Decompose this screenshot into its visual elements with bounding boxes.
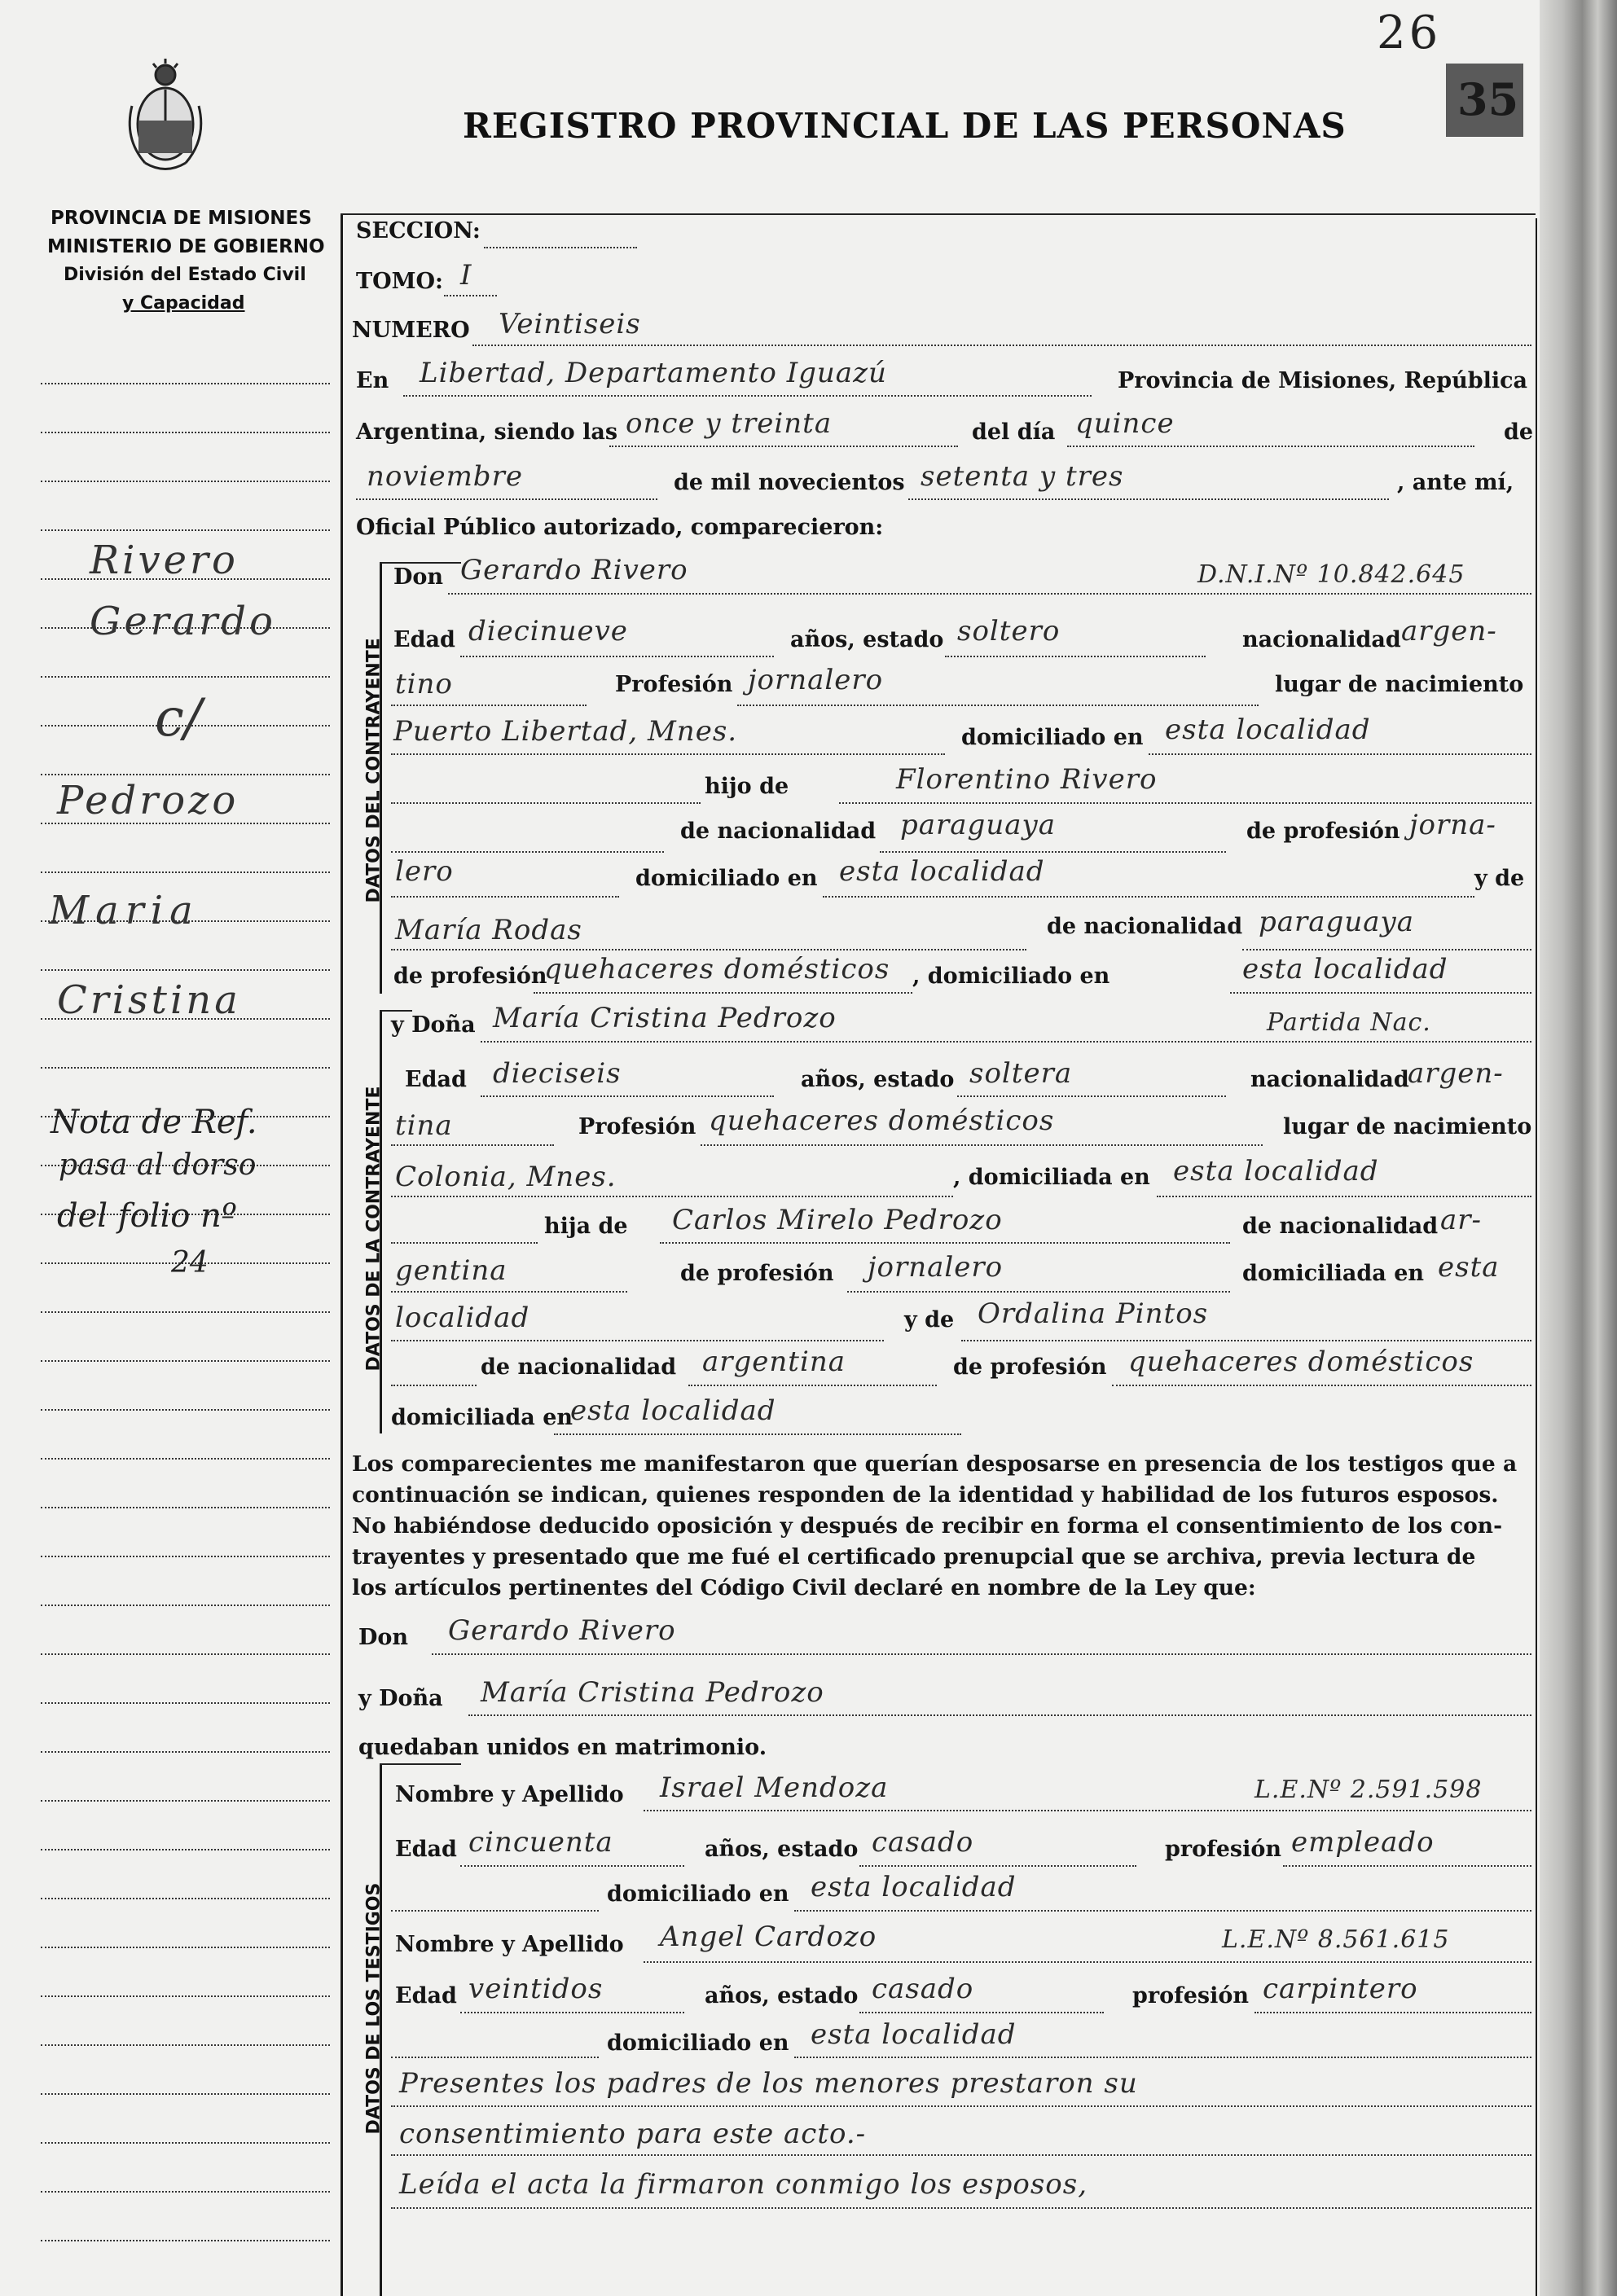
groom-domicilio-line (1149, 753, 1531, 755)
bride-father-dom-label: domiciliada en (1242, 1261, 1425, 1286)
margin-rule (41, 2240, 330, 2241)
margin-name-6: Cristina (57, 977, 241, 1023)
w2-dom: esta localidad (811, 2018, 1017, 2051)
w1-prof: empleado (1291, 1826, 1435, 1859)
page-title: REGISTRO PROVINCIAL DE LAS PERSONAS (463, 106, 1347, 146)
margin-name-3: c/ (155, 688, 202, 749)
day-line (1067, 446, 1474, 447)
bride-domiciliada-label: , domiciliada en (953, 1165, 1150, 1190)
w1-name-line (644, 1810, 1531, 1811)
margin-name-4: Pedrozo (57, 778, 239, 823)
margin-rule (41, 1605, 330, 1606)
groom-age: diecinueve (468, 615, 628, 648)
groom-profesion: jornalero (748, 664, 884, 696)
margin-rule (41, 2142, 330, 2144)
margin-rule (41, 1458, 330, 1460)
bride-father-dom-1: esta (1438, 1251, 1500, 1284)
month-line (356, 498, 657, 500)
declaration-line-1: Los comparecientes me manifestaron que querían desposarse en presencia de los testigos que a (352, 1451, 1518, 1477)
bride-mother-prof: quehaceres domésticos (1128, 1346, 1474, 1378)
witness-note-line-1 (391, 2105, 1531, 2107)
groom-lugar-label: lugar de nacimiento (1275, 672, 1524, 697)
bride-de-nac-label: de nacionalidad (1242, 1214, 1439, 1239)
bride-nac-1: argen- (1408, 1057, 1504, 1090)
bride-bracket-top (380, 1010, 412, 1012)
w1-edad-label: Edad (395, 1837, 457, 1862)
groom-de-nac-label: de nacionalidad (680, 819, 877, 844)
bride-father-prof-line (847, 1291, 1230, 1293)
declaration-unidos: quedaban unidos en matrimonio. (358, 1735, 767, 1760)
groom-father-prof-2: lero (395, 855, 454, 888)
groom-y-de-label: y de (1474, 866, 1525, 891)
bride-mother: Ordalina Pintos (978, 1297, 1209, 1330)
margin-rule (41, 1898, 330, 1899)
groom-estado: soltero (957, 615, 1061, 648)
w1-doc: L.E.Nº 2.591.598 (1254, 1776, 1483, 1804)
groom-mother: María Rodas (395, 914, 582, 946)
groom-mother-nac: paraguaya (1259, 906, 1414, 938)
groom-domicilio: esta localidad (1165, 713, 1371, 746)
groom-hijo-line-pre (391, 802, 701, 804)
w2-age: veintidos (468, 1973, 604, 2005)
groom-name: Gerardo Rivero (460, 554, 688, 586)
margin-rule (41, 1360, 330, 1362)
groom-nac-line (391, 705, 587, 706)
groom-birthplace: Puerto Libertad, Mnes. (393, 715, 738, 748)
margin-rule (41, 1947, 330, 1948)
declaration-line-5: los artículos pertinentes del Código Civil declaré en nombre de la Ley que: (352, 1575, 1256, 1600)
del-dia-label: del día (972, 419, 1056, 445)
bride-lugar-label: lugar de nacimiento (1283, 1114, 1532, 1139)
bride-father: Carlos Mirelo Pedrozo (672, 1204, 1003, 1236)
margin-rule (41, 529, 330, 531)
margin-rule (41, 1653, 330, 1655)
w2-dom-line (794, 2057, 1531, 2058)
stamp-number-text: 35 (1457, 73, 1519, 125)
margin-rule (41, 481, 330, 482)
w1-dom-pre-line (391, 1910, 599, 1912)
groom-age-line (460, 656, 774, 657)
ante-mi: , ante mí, (1397, 470, 1514, 495)
groom-father-prof-line (391, 896, 619, 898)
w2-profesion-label: profesión (1132, 1983, 1250, 2008)
bride-anos-label: años, estado (801, 1067, 955, 1092)
margin-rule (41, 1556, 330, 1557)
w2-doc: L.E.Nº 8.561.615 (1222, 1925, 1450, 1954)
numero-value: Veintiseis (499, 308, 641, 340)
groom-father-dom-label: domiciliado en (635, 866, 818, 891)
groom-father-dom-line (823, 896, 1474, 898)
hour-line (609, 446, 958, 447)
bride-father-dom-2: localidad (395, 1302, 530, 1334)
groom-de-prof-label: de profesión (1246, 819, 1400, 844)
declaration-bride-line (468, 1714, 1531, 1716)
groom-nac-1: argen- (1401, 615, 1497, 648)
ministry-name: MINISTERIO DE GOBIERNO (47, 236, 325, 257)
bride-father-nac-2: gentina (395, 1254, 508, 1287)
w2-name: Angel Cardozo (660, 1921, 877, 1953)
margin-rule (41, 676, 330, 678)
coat-of-arms-icon (121, 57, 210, 179)
margin-rule (41, 1507, 330, 1508)
w1-age: cincuenta (468, 1826, 613, 1859)
margin-rule (41, 1067, 330, 1069)
bride-nac-2: tina (395, 1109, 453, 1142)
bride-father-nac-line (391, 1291, 627, 1293)
margin-rule (41, 383, 330, 384)
margin-note-1: Nota de Ref. (51, 1104, 257, 1141)
w2-anos-label: años, estado (705, 1983, 859, 2008)
main-top-border (341, 213, 1536, 215)
tomo-value: I (460, 259, 472, 292)
bride-mother-dom: esta localidad (570, 1394, 776, 1427)
seccion-line (484, 247, 637, 248)
year-line (908, 498, 1389, 500)
declaration-groom: Gerardo Rivero (448, 1614, 676, 1647)
margin-rule (41, 1702, 330, 1704)
bride-age-line (481, 1095, 774, 1097)
bride-mother-prof-line (1112, 1385, 1531, 1386)
margin-note-2: pasa al dorso (59, 1148, 257, 1182)
numero-label: NUMERO (352, 318, 470, 343)
bride-hija-label: hija de (544, 1214, 628, 1239)
place-line (403, 395, 1092, 397)
bride-father-line (660, 1242, 1230, 1244)
bride-age: dieciseis (493, 1057, 622, 1090)
declaration-line-4: trayentes y presentado que me fué el certificado prenupcial que se archiva, previa lectura de (352, 1544, 1476, 1569)
groom-hijo-label: hijo de (705, 774, 789, 799)
w1-domiciliado-label: domiciliado en (607, 1881, 789, 1907)
w2-name-line (644, 1961, 1531, 1963)
tomo-line (444, 295, 497, 296)
groom-father-prof-1: jorna- (1409, 809, 1496, 841)
bride-mother-nac: argentina (702, 1346, 846, 1378)
groom-nac-label: nacionalidad (1242, 627, 1401, 652)
groom-profesion-line (737, 705, 1259, 706)
argentina-text: Argentina, siendo las (356, 419, 618, 445)
bride-mother-dom-line (554, 1433, 961, 1435)
numero-line (472, 345, 1531, 346)
bride-father-dom-line (391, 1340, 884, 1341)
groom-estado-line (945, 656, 1206, 657)
margin-rule (41, 2044, 330, 2046)
margin-rule (41, 1995, 330, 1997)
bride-mother-dom-label: domiciliada en (391, 1405, 573, 1430)
w1-dom-line (794, 1910, 1531, 1912)
bride-mother-nac-label: de nacionalidad (481, 1354, 677, 1380)
provincia-text: Provincia de Misiones, República (1118, 368, 1528, 393)
witness-note-line-2 (391, 2154, 1531, 2156)
bride-de-prof-label: de profesión (680, 1261, 834, 1286)
w2-prof-line (1254, 2012, 1531, 2013)
margin-name-1: Rivero (90, 538, 239, 583)
page-edge-shadow (1540, 0, 1617, 2296)
main-right-border (1536, 218, 1537, 2296)
w1-profesion-label: profesión (1165, 1837, 1282, 1862)
bride-hija-pre-line (391, 1242, 538, 1244)
margin-rule (41, 2093, 330, 2095)
w2-dom-pre-line (391, 2057, 599, 2058)
margin-rule (41, 2191, 330, 2193)
declaration-line-3: No habiéndose deducido oposición y después de recibir en forma el consentimiento de los con- (352, 1513, 1503, 1539)
groom-father: Florentino Rivero (896, 763, 1158, 796)
bride-estado: soltera (969, 1057, 1073, 1090)
groom-mother-dom-line (1230, 992, 1531, 994)
groom-name-line (448, 593, 1531, 595)
bride-dona-label: y Doña (391, 1012, 476, 1038)
bride-y-de-label: y de (904, 1307, 955, 1332)
tomo-label: TOMO: (356, 269, 443, 294)
margin-rule (41, 1849, 330, 1850)
groom-section-label: DATOS DEL CONTRAYENTE (363, 638, 384, 903)
margin-rule (41, 1751, 330, 1753)
division-name-2: y Capacidad (122, 293, 245, 314)
margin-note-4: 24 (171, 1246, 209, 1280)
groom-father-line (839, 802, 1531, 804)
witness-note-1: Presentes los padres de los menores prestaron su (399, 2067, 1138, 2100)
bride-estado-line (957, 1095, 1226, 1097)
margin-rule (41, 432, 330, 433)
w1-estado-line (859, 1865, 1136, 1867)
groom-mother-dom: esta localidad (1242, 953, 1448, 986)
groom-mother-line (391, 949, 1026, 950)
division-name: División del Estado Civil (64, 265, 306, 285)
mil-label: de mil novecientos (674, 470, 905, 495)
declaration-groom-line (432, 1653, 1531, 1655)
groom-mother-prof: quehaceres domésticos (544, 953, 890, 986)
bride-mother-prof-label: de profesión (953, 1354, 1107, 1380)
bride-section-label: DATOS DE LA CONTRAYENTE (363, 1086, 384, 1372)
groom-father-nac-line (880, 851, 1226, 853)
groom-don-label: Don (393, 564, 444, 590)
bride-mother-line (961, 1340, 1531, 1341)
w2-estado-line (859, 2012, 1104, 2013)
de-label: de (1504, 419, 1534, 445)
groom-domiciliado-label: domiciliado en (961, 725, 1144, 750)
bride-name: María Cristina Pedrozo (493, 1002, 837, 1034)
margin-name-5: Maria (49, 888, 200, 933)
groom-mother-nac-label: de nacionalidad (1047, 914, 1243, 939)
groom-nac-pre-line (391, 851, 664, 853)
w2-edad-label: Edad (395, 1983, 457, 2008)
bride-birthplace: Colonia, Mnes. (395, 1161, 617, 1193)
en-label: En (356, 368, 389, 393)
folio-number: 26 (1377, 7, 1442, 59)
bride-name-line (481, 1041, 1531, 1043)
bride-father-prof: jornalero (868, 1251, 1004, 1284)
w1-dom: esta localidad (811, 1871, 1017, 1903)
groom-profesion-label: Profesión (615, 672, 733, 697)
margin-rule (41, 1409, 330, 1411)
stamp-number (1446, 64, 1523, 137)
groom-mother-dom-label: , domiciliado en (912, 964, 1110, 989)
province-name: PROVINCIA DE MISIONES (51, 208, 312, 229)
w2-age-line (460, 2012, 684, 2013)
groom-edad-label: Edad (393, 627, 455, 652)
bride-nac-line (391, 1144, 554, 1146)
witness-section-label: DATOS DE LOS TESTIGOS (363, 1882, 384, 2135)
bride-father-nac-1: ar- (1440, 1204, 1483, 1236)
groom-mother-nac-line (1242, 949, 1531, 950)
bride-domicilio-line (1157, 1196, 1531, 1197)
groom-nac-2: tino (395, 668, 453, 700)
main-left-border (341, 213, 343, 2296)
hour-value: once y treinta (626, 407, 833, 440)
bride-document: Partida Nac. (1267, 1008, 1431, 1037)
w2-estado: casado (872, 1973, 974, 2005)
margin-rule (41, 1800, 330, 1802)
groom-anos-label: años, estado (790, 627, 944, 652)
declaration-bride: María Cristina Pedrozo (481, 1676, 824, 1709)
margin-rule (41, 774, 330, 775)
bride-birthplace-line (391, 1196, 953, 1197)
w1-anos-label: años, estado (705, 1837, 859, 1862)
w1-nombre-label: Nombre y Apellido (395, 1782, 624, 1807)
declaration-dona-label: y Doña (358, 1686, 443, 1711)
bride-profesion-label: Profesión (578, 1114, 696, 1139)
witness-note-2: consentimiento para este acto.- (399, 2118, 867, 2150)
bride-profesion: quehaceres domésticos (709, 1104, 1055, 1137)
groom-father-dom: esta localidad (839, 855, 1045, 888)
margin-name-2: Gerardo (90, 599, 276, 644)
w2-prof: carpintero (1263, 1973, 1418, 2005)
declaration-don-label: Don (358, 1625, 409, 1650)
place-value: Libertad, Departamento Iguazú (420, 357, 887, 389)
year-value: setenta y tres (921, 460, 1124, 493)
margin-rule (41, 969, 330, 971)
declaration-line-2: continuación se indican, quienes responden de la identidad y habilidad de los futuros esposos. (352, 1482, 1499, 1508)
month-value: noviembre (367, 460, 523, 493)
w2-domiciliado-label: domiciliado en (607, 2030, 789, 2056)
groom-document: D.N.I.Nº 10.842.645 (1197, 560, 1465, 589)
bride-edad-label: Edad (405, 1067, 467, 1092)
witness-note-line-3 (391, 2207, 1531, 2209)
w2-nombre-label: Nombre y Apellido (395, 1932, 624, 1957)
groom-bracket-top (380, 562, 461, 564)
oficial-text: Oficial Público autorizado, comparecieron: (356, 515, 884, 540)
day-value: quince (1075, 407, 1175, 440)
w1-estado: casado (872, 1826, 974, 1859)
witness-bracket-top (380, 1763, 461, 1765)
margin-rule (41, 871, 330, 873)
bride-mother-nac-line (688, 1385, 937, 1386)
bride-mother-pre-line (391, 1385, 477, 1386)
w1-prof-line (1283, 1865, 1531, 1867)
groom-mother-prof-label: de profesión (393, 964, 547, 989)
groom-father-nac: paraguaya (900, 809, 1056, 841)
bride-profesion-line (701, 1144, 1263, 1146)
margin-rule (41, 1311, 330, 1313)
w1-age-line (460, 1865, 684, 1867)
seccion-label: SECCION: (356, 218, 481, 244)
groom-birthplace-line (391, 753, 945, 755)
groom-mother-prof-line (534, 992, 912, 994)
margin-note-3: del folio nº (57, 1197, 237, 1235)
bride-domicilio: esta localidad (1173, 1155, 1379, 1188)
w1-name: Israel Mendoza (660, 1771, 889, 1804)
witness-note-3: Leída el acta la firmaron conmigo los esposos, (399, 2168, 1088, 2201)
bride-nac-label: nacionalidad (1250, 1067, 1409, 1092)
